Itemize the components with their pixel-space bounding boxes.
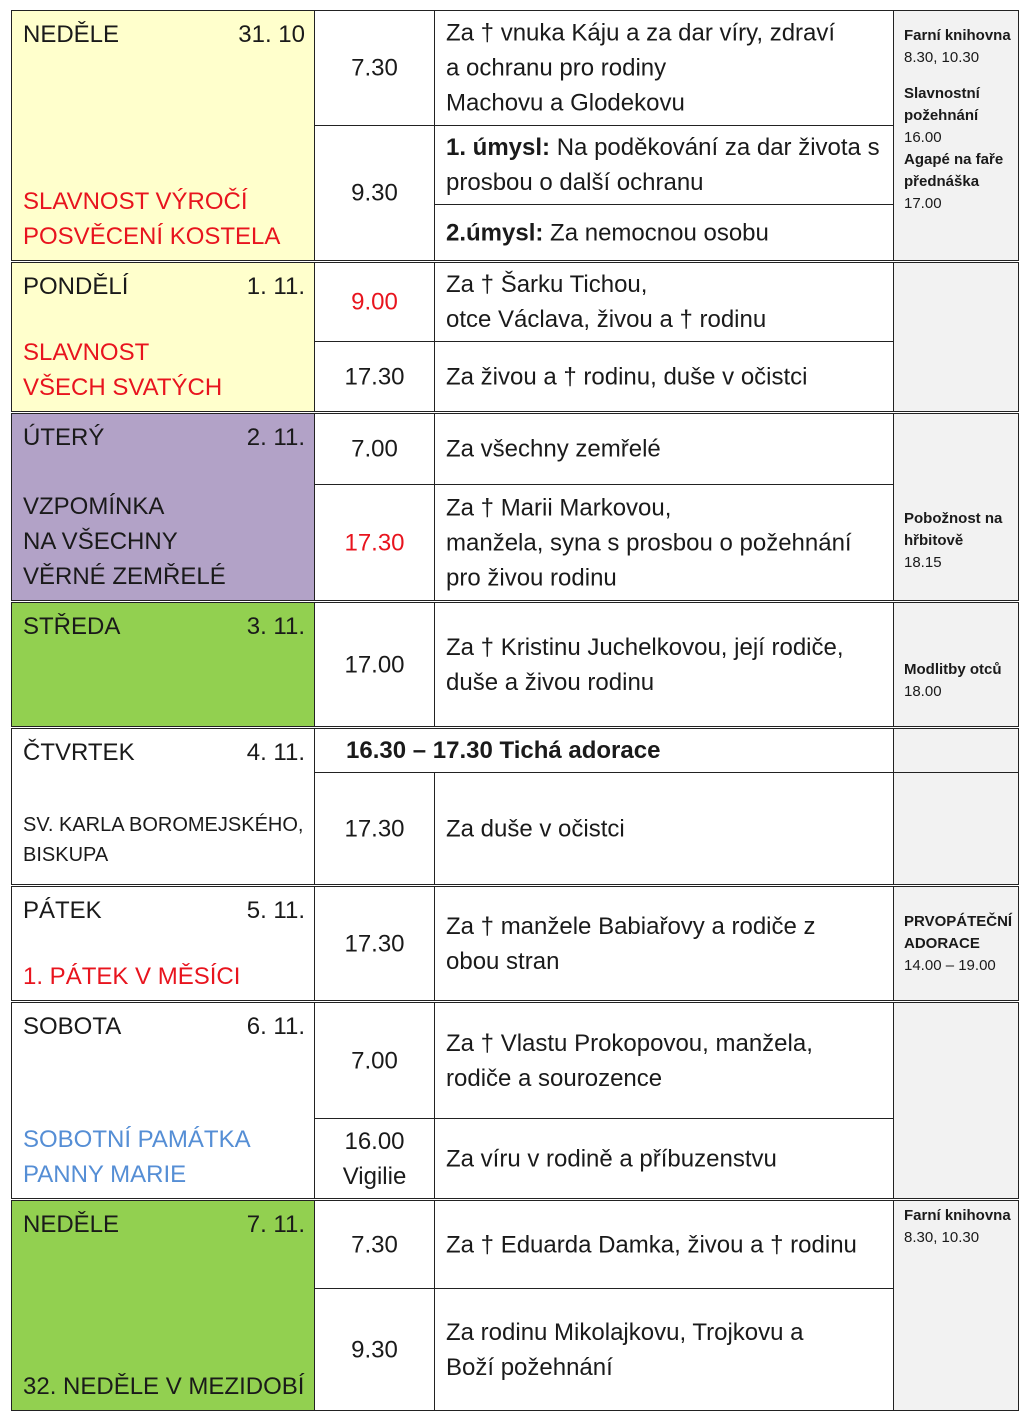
notes-cell (893, 413, 1019, 601)
mass-time-cell (314, 772, 435, 885)
day-name: STŘEDA (23, 613, 121, 640)
day-name: NEDĚLE (23, 21, 120, 48)
note-time: 14.00 – 19.00 (904, 957, 996, 974)
mass-time-cell (314, 413, 435, 485)
intention-cell (434, 125, 894, 205)
note-item (904, 911, 1016, 977)
note-time: 16.00 (904, 129, 942, 146)
intention-text: Za † Vlastu Prokopovou, manžela, rodiče a sourozence (446, 1029, 813, 1092)
intention-cell (434, 262, 894, 342)
day-date: 6. 11. (246, 1013, 305, 1040)
note-title: Pobožnost na hřbitově (904, 510, 1003, 549)
feast-name: 1. PÁTEK V MĚSÍCI (23, 963, 241, 990)
notes-list (904, 508, 1016, 574)
day-date: 31. 10 (238, 21, 305, 48)
intention-text: Za duše v očistci (446, 815, 625, 842)
feast-name: SV. KARLA BOROMEJSKÉHO, BISKUPA (23, 814, 304, 866)
notes-list (904, 25, 1016, 215)
notes-cell (893, 1200, 1019, 1411)
intention-text: Za živou a † rodinu, duše v očistci (446, 363, 808, 390)
notes-cell (893, 262, 1019, 412)
day-name: ČTVRTEK (23, 739, 135, 766)
intention-cell (434, 204, 894, 261)
mass-time: 7.30 (351, 54, 398, 82)
intention-text: Za † manžele Babiařovy a rodiče z obou stran (446, 912, 816, 975)
intention-text: Za všechny zemřelé (446, 435, 661, 463)
note-item (904, 25, 1016, 69)
note-item (904, 659, 1016, 703)
note-title: PRVOPÁTEČNÍ ADORACE (904, 913, 1013, 952)
notes-cell (893, 1002, 1019, 1199)
day-date: 5. 11. (246, 897, 305, 924)
intention-body: Za nemocnou osobu (543, 219, 769, 246)
day-date: 2. 11. (246, 424, 305, 451)
mass-time: 9.30 (351, 1336, 398, 1363)
note-title: Agapé na faře přednáška (904, 151, 1004, 190)
note-item (904, 83, 1016, 149)
intention-text: Za † vnuka Káju a za dar víry, zdraví a ochranu pro rodiny Machovu a Glodekovu (446, 19, 836, 117)
day-date: 7. 11. (246, 1211, 305, 1238)
day-name: PONDĚLÍ (23, 273, 129, 300)
mass-time: 17.30 (344, 363, 405, 390)
adoration-cell (314, 728, 894, 773)
feast-name: 32. NEDĚLE V MEZIDOBÍ (23, 1373, 305, 1400)
intention-text: Za † Eduarda Damka, živou a † rodinu (446, 1231, 857, 1258)
adoration-text: 16.30 – 17.30 Tichá adorace (346, 737, 661, 764)
intention-text: Za † Marii Markovou, manžela, syna s prosbou o požehnání pro živou rodinu (446, 494, 852, 591)
mass-time-cell (314, 125, 435, 261)
intention-text: Za † Kristinu Juchelkovou, její rodiče, duše a živou rodinu (446, 633, 844, 696)
intention-cell (434, 602, 894, 727)
mass-time-cell (314, 10, 435, 126)
mass-time: 17.30 (344, 815, 405, 842)
intention-cell (434, 1200, 894, 1289)
day-cell (11, 728, 315, 885)
mass-time: 7.00 (351, 435, 398, 463)
note-title: Slavnostní požehnání (904, 85, 980, 124)
mass-time: 17.30 (344, 930, 405, 957)
note-title: Farní knihovna (904, 27, 1011, 44)
intention-cell (434, 341, 894, 412)
day-date: 4. 11. (246, 739, 305, 766)
day-name: ÚTERÝ (23, 424, 105, 451)
intention-text: Za † Šarku Tichou, otce Václava, živou a † rodinu (446, 271, 767, 333)
day-name: NEDĚLE (23, 1211, 120, 1238)
note-item (904, 1205, 1016, 1249)
day-name: SOBOTA (23, 1013, 122, 1040)
feast-name: SLAVNOST VÝROČÍ POSVĚCENÍ KOSTELA (23, 188, 281, 250)
day-cell (11, 886, 315, 1001)
intention-label: 1. úmysl: (446, 134, 551, 161)
mass-time-cell (314, 341, 435, 412)
notes-cell (893, 602, 1019, 727)
mass-time-cell (314, 886, 435, 1001)
mass-time: 17.30 (344, 529, 405, 556)
day-date: 3. 11. (246, 613, 305, 640)
notes-cell (893, 772, 1019, 885)
mass-time: 7.00 (351, 1047, 398, 1074)
intention-text: Za víru v rodině a příbuzenstvu (446, 1145, 777, 1172)
intention-cell (434, 886, 894, 1001)
intention-label: 2.úmysl: (446, 219, 544, 246)
note-time: 18.00 (904, 683, 942, 700)
note-time: 8.30, 10.30 (904, 49, 980, 66)
intention-cell (434, 772, 894, 885)
notes-cell (893, 10, 1019, 261)
mass-time: 7.30 (351, 1231, 398, 1258)
intention-text (446, 130, 889, 200)
notes-list (904, 1205, 1016, 1249)
notes-list (904, 659, 1016, 703)
day-date: 1. 11. (246, 273, 305, 300)
notes-cell (893, 728, 1019, 773)
mass-time-cell (314, 1002, 435, 1119)
intention-cell (434, 1288, 894, 1411)
day-cell (11, 1200, 315, 1411)
day-cell (11, 413, 315, 601)
intention-cell (434, 10, 894, 126)
day-cell (11, 10, 315, 261)
note-item (904, 508, 1016, 574)
day-cell (11, 262, 315, 412)
mass-time-cell (314, 484, 435, 601)
notes-cell (893, 886, 1019, 1001)
note-time: 18.15 (904, 554, 942, 571)
intention-text (446, 215, 889, 250)
feast-name: SLAVNOST VŠECH SVATÝCH (23, 339, 223, 401)
intention-body: Na poděkování za dar života s prosbou o další ochranu (446, 134, 880, 196)
mass-time: 9.00 (351, 288, 398, 316)
intention-cell (434, 1002, 894, 1119)
note-title: Farní knihovna (904, 1207, 1011, 1224)
notes-list (904, 911, 1016, 977)
mass-time-cell (314, 262, 435, 342)
intention-cell (434, 413, 894, 485)
note-time: 8.30, 10.30 (904, 1229, 980, 1246)
intention-cell (434, 1118, 894, 1199)
note-title: Modlitby otců (904, 661, 1002, 678)
feast-name: VZPOMÍNKA NA VŠECHNY VĚRNÉ ZEMŘELÉ (23, 493, 226, 590)
mass-time: 16.00 Vigilie (342, 1127, 407, 1190)
day-name: PÁTEK (23, 897, 102, 924)
intention-text: Za rodinu Mikolajkovu, Trojkovu a Boží požehnání (446, 1318, 804, 1381)
note-time: 17.00 (904, 195, 942, 212)
mass-time: 9.30 (351, 179, 398, 207)
note-item (904, 149, 1016, 215)
day-cell (11, 1002, 315, 1199)
feast-name: SOBOTNÍ PAMÁTKA PANNY MARIE (23, 1126, 251, 1188)
mass-time-cell (314, 602, 435, 727)
mass-time: 17.00 (344, 651, 405, 678)
mass-time-cell (314, 1118, 435, 1199)
intention-cell (434, 484, 894, 601)
day-cell (11, 602, 315, 727)
mass-time-cell (314, 1200, 435, 1289)
mass-time-cell (314, 1288, 435, 1411)
